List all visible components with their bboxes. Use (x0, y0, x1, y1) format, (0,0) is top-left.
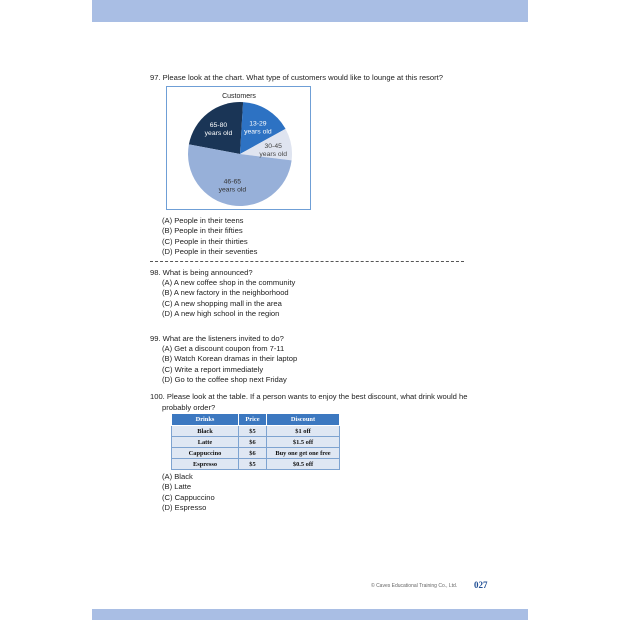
q97-option-b[interactable]: (B) People in their fifties (162, 226, 243, 236)
table-row (172, 437, 340, 448)
q97-option-a[interactable]: (A) People in their teens (162, 216, 244, 225)
question-98-title: 98. What is being announced? (150, 268, 253, 277)
q98-option-b[interactable]: (B) A new factory in the neighborhood (162, 288, 289, 298)
header-price: Price (239, 414, 267, 426)
question-100-options (150, 472, 215, 514)
q100-option-c[interactable]: (C) Cappuccino (162, 492, 215, 502)
bottom-color-band (92, 609, 528, 620)
table-row (172, 448, 340, 459)
table-row (172, 426, 340, 437)
question-97-options (150, 216, 257, 258)
chart-title: Customers (222, 93, 256, 100)
question-100-title-line2: probably order? (162, 403, 216, 412)
q99-option-c[interactable]: (C) Write a report immediately (162, 364, 264, 374)
cell-discount: $1.5 off (267, 437, 340, 448)
header-discount: Discount (267, 414, 340, 426)
q99-option-a[interactable]: (A) Get a discount coupon from 7-11 (162, 344, 285, 353)
pie-slice-label: 30-45 years old (259, 143, 288, 159)
question-100-title-line1: 100. Please look at the table. If a person wants to enjoy the best discount, what drink would he (150, 392, 468, 401)
q98-option-d[interactable]: (D) A new high school in the region (162, 309, 280, 319)
q98-option-c[interactable]: (C) A new shopping mall in the area (162, 298, 282, 308)
section-divider (150, 261, 464, 262)
top-color-band (92, 0, 528, 22)
pie-slice-label: 46-65 years old (218, 178, 247, 194)
question-98 (150, 267, 295, 320)
header-drinks: Drinks (172, 414, 239, 426)
copyright-text: © Caves Educational Training Co., Ltd. (371, 583, 458, 589)
cell-price: $6 (239, 448, 267, 459)
q99-option-b[interactable]: (B) Watch Korean dramas in their laptop (162, 354, 298, 364)
cell-drink: Latte (172, 437, 239, 448)
q97-option-c[interactable]: (C) People in their thirties (162, 236, 248, 246)
pie-slice-label: 13-29 years old (244, 120, 272, 136)
q99-option-d[interactable]: (D) Go to the coffee shop next Friday (162, 375, 287, 385)
question-99 (150, 333, 297, 386)
cell-drink: Black (172, 426, 239, 437)
q100-option-a[interactable]: (A) Black (162, 472, 193, 481)
cell-price: $5 (239, 426, 267, 437)
pie-chart-svg (167, 87, 310, 209)
page-number: 027 (474, 580, 488, 590)
cell-discount: $0.5 off (267, 459, 340, 470)
q98-option-a[interactable]: (A) A new coffee shop in the community (162, 278, 296, 287)
cell-drink: Espresso (172, 459, 239, 470)
cell-discount: $1 off (267, 426, 340, 437)
question-97-title: 97. Please look at the chart. What type of customers would like to lounge at this resort? (150, 73, 443, 82)
table-row (172, 459, 340, 470)
drinks-table (171, 413, 340, 470)
cell-discount: Buy one get one free (267, 448, 340, 459)
table-header-row (172, 414, 340, 426)
cell-price: $5 (239, 459, 267, 470)
cell-price: $6 (239, 437, 267, 448)
question-100 (150, 391, 467, 413)
q97-option-d[interactable]: (D) People in their seventies (162, 247, 258, 257)
question-99-title: 99. What are the listeners invited to do? (150, 334, 284, 343)
question-97 (150, 72, 443, 83)
q100-option-d[interactable]: (D) Espresso (162, 503, 207, 513)
q100-option-b[interactable]: (B) Latte (162, 482, 192, 492)
cell-drink: Cappuccino (172, 448, 239, 459)
customers-pie-chart (166, 86, 311, 210)
pie-slice-label: 65-80 years old (204, 122, 233, 138)
